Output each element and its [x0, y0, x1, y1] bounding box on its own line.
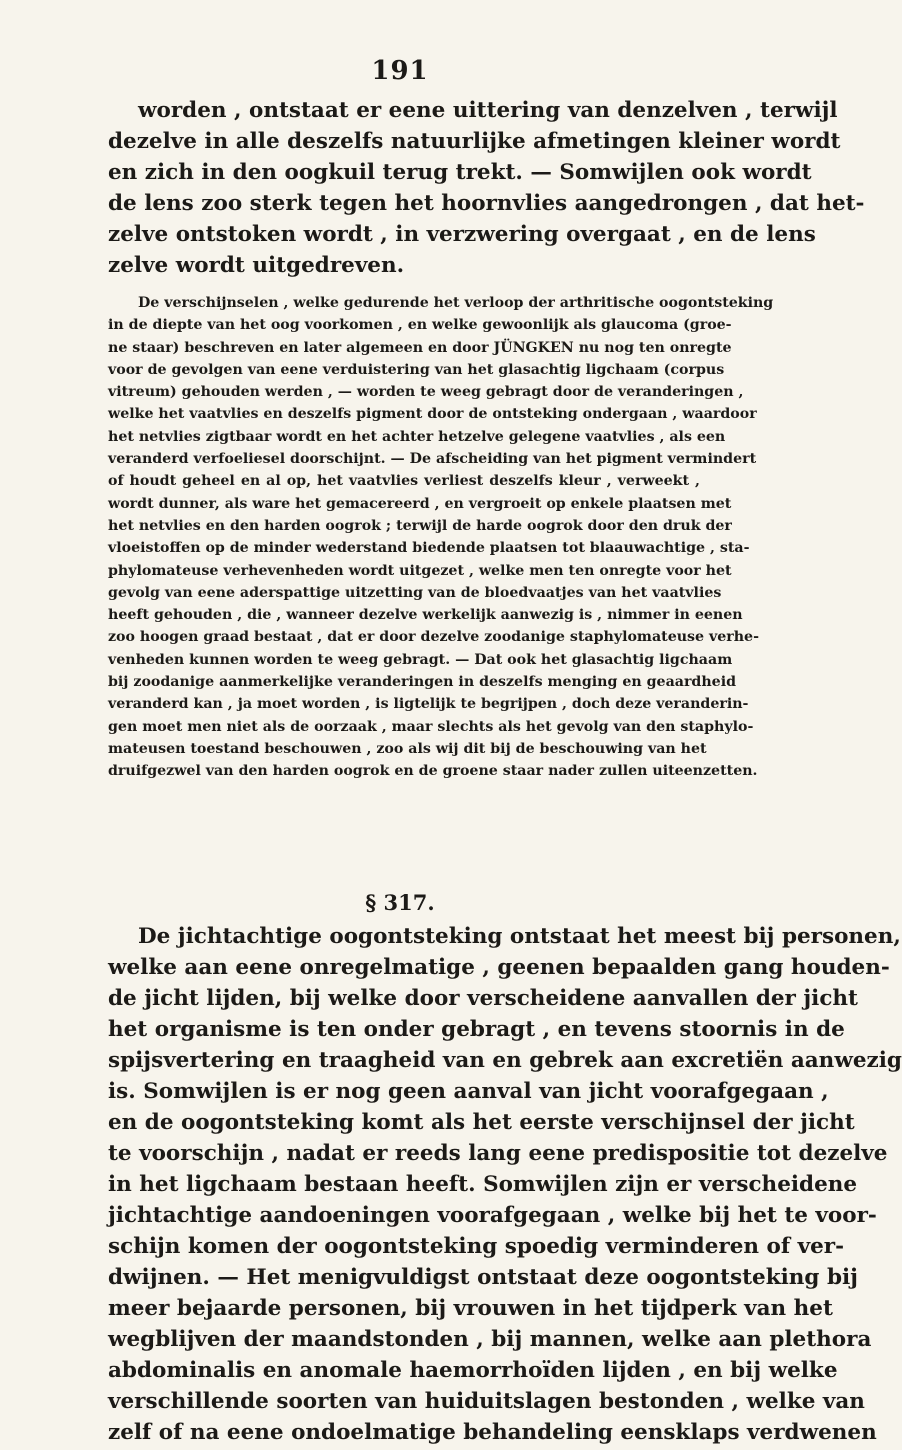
note-line: in de diepte van het oog voorkomen , en welke gewoonlijk als glaucoma (groe-: [108, 317, 732, 334]
note-line: gen moet men niet als de oorzaak , maar slechts als het gevolg van den staphylo-: [108, 718, 754, 735]
text-line: dwijnen. — Het menigvuldigst ontstaat deze oogontsteking bij: [108, 1265, 858, 1290]
text-line: dezelve in alle deszelfs natuurlijke afmetingen kleiner wordt: [108, 129, 841, 154]
note-line: venheden kunnen worden te weeg gebragt. — Dat ook het glasachtig ligchaam: [108, 651, 733, 668]
text-line: is. Somwijlen is er nog geen aanval van jicht voorafgegaan ,: [108, 1079, 829, 1104]
note-line: De verschijnselen , welke gedurende het verloop der arthritische oogontsteking: [138, 295, 774, 311]
paragraph-2: [108, 921, 902, 1448]
text-line: schijn komen der oogontsteking spoedig verminderen of ver-: [108, 1234, 844, 1259]
text-line: in het ligchaam bestaan heeft. Somwijlen zijn er verscheidene: [108, 1172, 858, 1197]
text-line: de lens zoo sterk tegen het hoornvlies aangedrongen , dat het-: [108, 191, 865, 216]
section-heading: § 317.: [365, 890, 435, 915]
text-line: jichtachtige aandoeningen voorafgegaan , welke bij het te voor-: [108, 1203, 877, 1228]
note-line: phylomateuse verhevenheden wordt uitgezet , welke men ten onregte voor het: [108, 562, 732, 579]
note-line: bij zoodanige aanmerkelijke veranderingen in deszelfs menging en geaardheid: [108, 674, 737, 691]
text-line: worden , ontstaat er eene uittering van denzelven , terwijl: [138, 98, 838, 123]
text-line: abdominalis en anomale haemorrhoïden lijden , en bij welke: [108, 1358, 838, 1383]
note-line: ne staar) beschreven en later algemeen en door JÜNGKEN nu nog ten onregte: [108, 339, 732, 356]
note-line: veranderd verfoeliesel doorschijnt. — De afscheiding van het pigment vermindert: [108, 451, 757, 468]
note-line: vitreum) gehouden werden , — worden te weeg gebragt door de veranderingen ,: [108, 384, 744, 401]
text-line: welke aan eene onregelmatige , geenen bepaalden gang houden-: [108, 955, 890, 980]
text-line: en de oogontsteking komt als het eerste verschijnsel der jicht: [108, 1110, 855, 1135]
text-line: en zich in den oogkuil terug trekt. — Somwijlen ook wordt: [108, 160, 812, 185]
note-line: gevolg van eene aderspattige uitzetting van de bloedvaatjes van het vaatvlies: [108, 584, 722, 601]
note-line: veranderd kan , ja moet worden , is ligtelijk te begrijpen , doch deze veranderin-: [108, 696, 749, 713]
text-line: zelve wordt uitgedreven.: [108, 253, 405, 278]
note-line: vloeistoffen op de minder wederstand biedende plaatsen tot blaauwachtige , sta-: [108, 540, 750, 557]
text-line: meer bejaarde personen, bij vrouwen in het tijdperk van het: [108, 1296, 833, 1321]
text-line: het organisme is ten onder gebragt , en tevens stoornis in de: [108, 1017, 845, 1042]
note-line: zoo hoogen graad bestaat , dat er door dezelve zoodanige staphylomateuse verhe-: [108, 629, 759, 646]
footnote-block: [108, 292, 774, 783]
text-line: verschillende soorten van huiduitslagen bestonden , welke van: [108, 1389, 865, 1414]
note-line: wordt dunner, als ware het gemacereerd , en vergroeit op enkele plaatsen met: [108, 495, 732, 512]
text-line: de jicht lijden, bij welke door verscheidene aanvallen der jicht: [108, 986, 858, 1011]
text-line: zelf of na eene ondoelmatige behandeling eensklaps verdwenen: [108, 1420, 877, 1445]
text-line: wegblijven der maandstonden , bij mannen, welke aan plethora: [108, 1327, 872, 1352]
note-line: het netvlies en den harden oogrok ; terwijl de harde oogrok door den druk der: [108, 517, 732, 534]
paragraph-1: [108, 95, 865, 281]
note-line: of houdt geheel en al op, het vaatvlies verliest deszelfs kleur , verweekt ,: [108, 473, 700, 490]
text-line: spijsvertering en traagheid van en gebrek aan excretiën aanwezig: [108, 1048, 902, 1073]
text-line: De jichtachtige oogontsteking ontstaat het meest bij personen,: [138, 924, 901, 949]
note-line: mateusen toestand beschouwen , zoo als wij dit bij de beschouwing van het: [108, 740, 707, 757]
note-line: het netvlies zigtbaar wordt en het achter hetzelve gelegene vaatvlies , als een: [108, 428, 726, 445]
note-line: druifgezwel van den harden oogrok en de groene staar nader zullen uiteenzetten.: [108, 763, 758, 780]
page-number: 191: [371, 56, 429, 86]
note-line: heeft gehouden , die , wanneer dezelve werkelijk aanwezig is , nimmer in eenen: [108, 607, 743, 624]
text-line: te voorschijn , nadat er reeds lang eene predispositie tot dezelve: [108, 1141, 888, 1166]
text-line: zelve ontstoken wordt , in verzwering overgaat , en de lens: [108, 222, 816, 247]
note-line: welke het vaatvlies en deszelfs pigment door de ontsteking ondergaan , waardoor: [108, 406, 757, 423]
note-line: voor de gevolgen van eene verduistering van het glasachtig ligchaam (corpus: [108, 361, 725, 378]
